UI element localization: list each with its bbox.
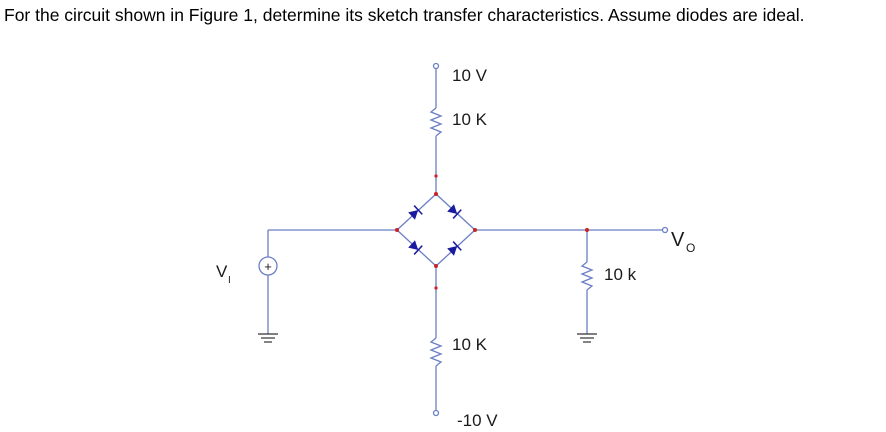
top-supply-label: 10 V (452, 66, 487, 85)
question-text: For the circuit shown in Figure 1, determine its sketch transfer characteristics. Assume diodes are ideal. (4, 5, 805, 25)
load-resistor (582, 262, 592, 290)
input-ground-icon (258, 334, 278, 342)
top-resistor (431, 108, 441, 136)
output-voltage-label: V (671, 229, 685, 251)
input-voltage-label: V (216, 262, 228, 281)
circuit-nodes (395, 174, 589, 289)
load-resistor-label: 10 k (604, 265, 637, 284)
top-resistor-label: 10 K (452, 110, 487, 129)
bottom-supply-label: -10 V (457, 411, 498, 430)
load-ground-icon (577, 334, 597, 342)
top-supply-terminal (434, 64, 439, 69)
source-plus-sign: + (264, 259, 272, 274)
output-terminal (663, 228, 668, 233)
bottom-resistor (431, 338, 441, 366)
bottom-supply-terminal (434, 411, 439, 416)
bottom-resistor-label: 10 K (452, 335, 487, 354)
diode-bridge (408, 204, 462, 257)
output-voltage-subscript: O (686, 241, 696, 255)
input-voltage-subscript: I (228, 275, 231, 286)
